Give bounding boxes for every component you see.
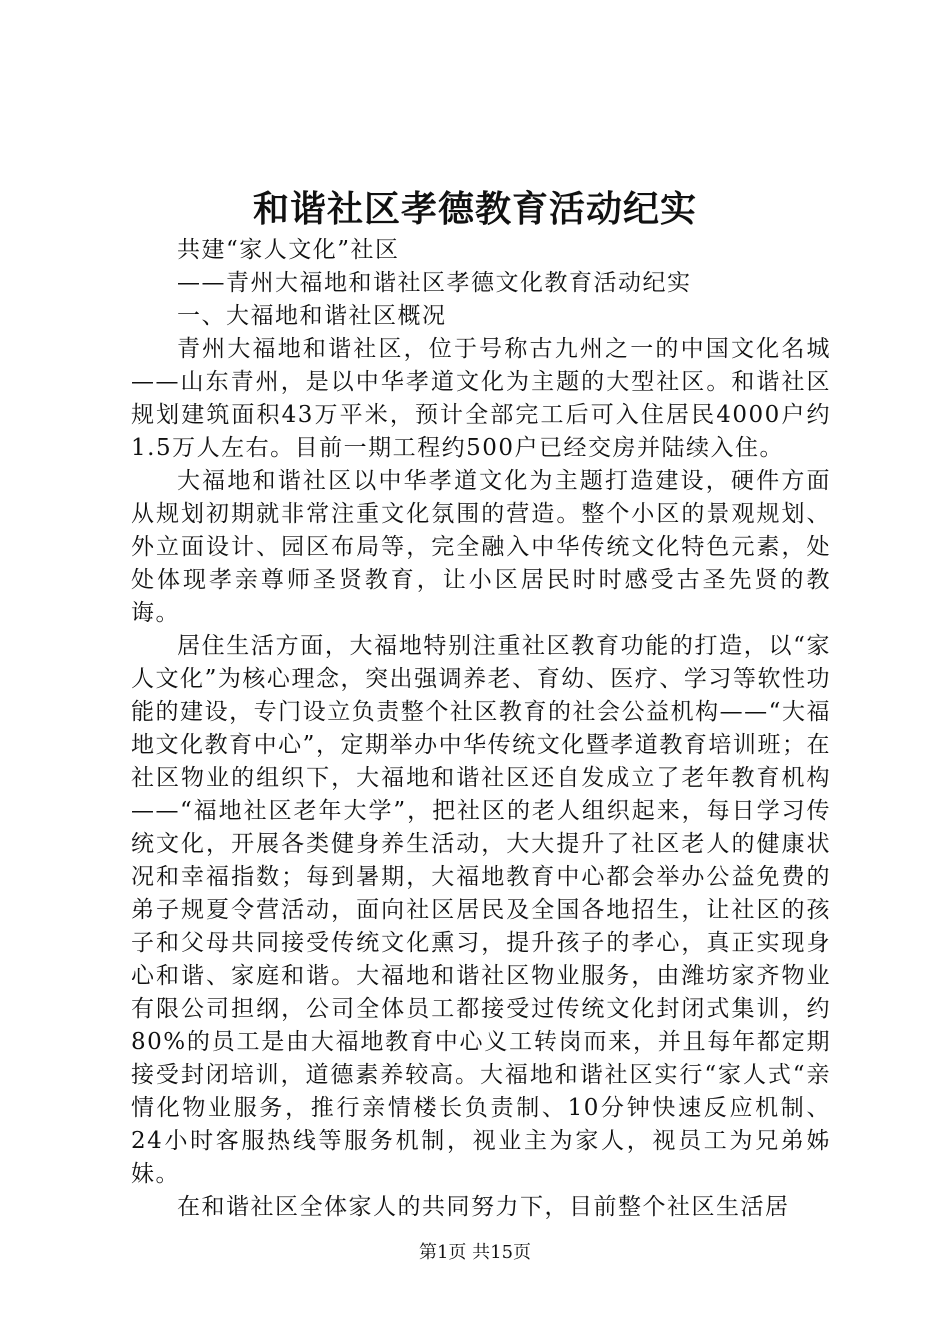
subtitle-line: ——青州大福地和谐社区孝德文化教育活动纪实 [177, 270, 692, 296]
paragraph: 居住生活方面，大福地特别注重社区教育功能的打造，以“家人文化”为核心理念，突出强调养老、育幼、医疗、学习等软性功能的建设，专门设立负责整个社区教育的社会公益机构——“大福地文化教育中心”，定期举办中华传统文化暨孝道教育培训班；在社区物业的组织下，大福地和谐社区还自发成立了老年教育机构——“福地社区老年大学”，把社区的老人组织起来，每日学习传统文化，开展各类健身养生活动，大大提升了社区老人的健康状况和幸福指数；每到暑期，大福地教育中心都会举办公益免费的弟子规夏令营活动，面向社区居民及全国各地招生，让社区的孩子和父母共同接受传统文化熏习，提升孩子的孝心，真正实现身心和谐、家庭和谐。大福地和谐社区物业服务，由潍坊家齐物业有限公司担纲，公司全体员工都接受过传统文化封闭式集训，约80%的员工是由大福地教育中心义工转岗而来，并且每年都定期接受封闭培训，道德素养较高。大福地和谐社区实行“家人式“亲情化物业服务，推行亲情楼长负责制、10分钟快速反应机制、24小时客服热线等服务机制，视业主为家人，视员工为兄弟姊妹。 [131, 633, 831, 1187]
document-body [131, 234, 831, 1224]
page-footer: 第1页 共15页 [418, 1242, 532, 1263]
section-heading: 一、大福地和谐社区概况 [177, 303, 447, 329]
subtitle-line: 共建“家人文化”社区 [177, 237, 400, 263]
paragraph: 在和谐社区全体家人的共同努力下，目前整个社区生活居 [177, 1194, 790, 1220]
paragraph: 青州大福地和谐社区，位于号称古九州之一的中国文化名城——山东青州，是以中华孝道文化为主题的大型社区。和谐社区规划建筑面积43万平米，预计全部完工后可入住居民4000户约1.5万人左右。目前一期工程约500户已经交房并陆续入住。 [131, 336, 831, 461]
paragraph: 大福地和谐社区以中华孝道文化为主题打造建设，硬件方面从规划初期就非常注重文化氛围的营造。整个小区的景观规划、外立面设计、园区布局等，完全融入中华传统文化特色元素，处处体现孝亲尊师圣贤教育，让小区居民时时感受古圣先贤的教诲。 [131, 468, 831, 626]
document-title: 和谐社区孝德教育活动纪实 [252, 188, 697, 230]
